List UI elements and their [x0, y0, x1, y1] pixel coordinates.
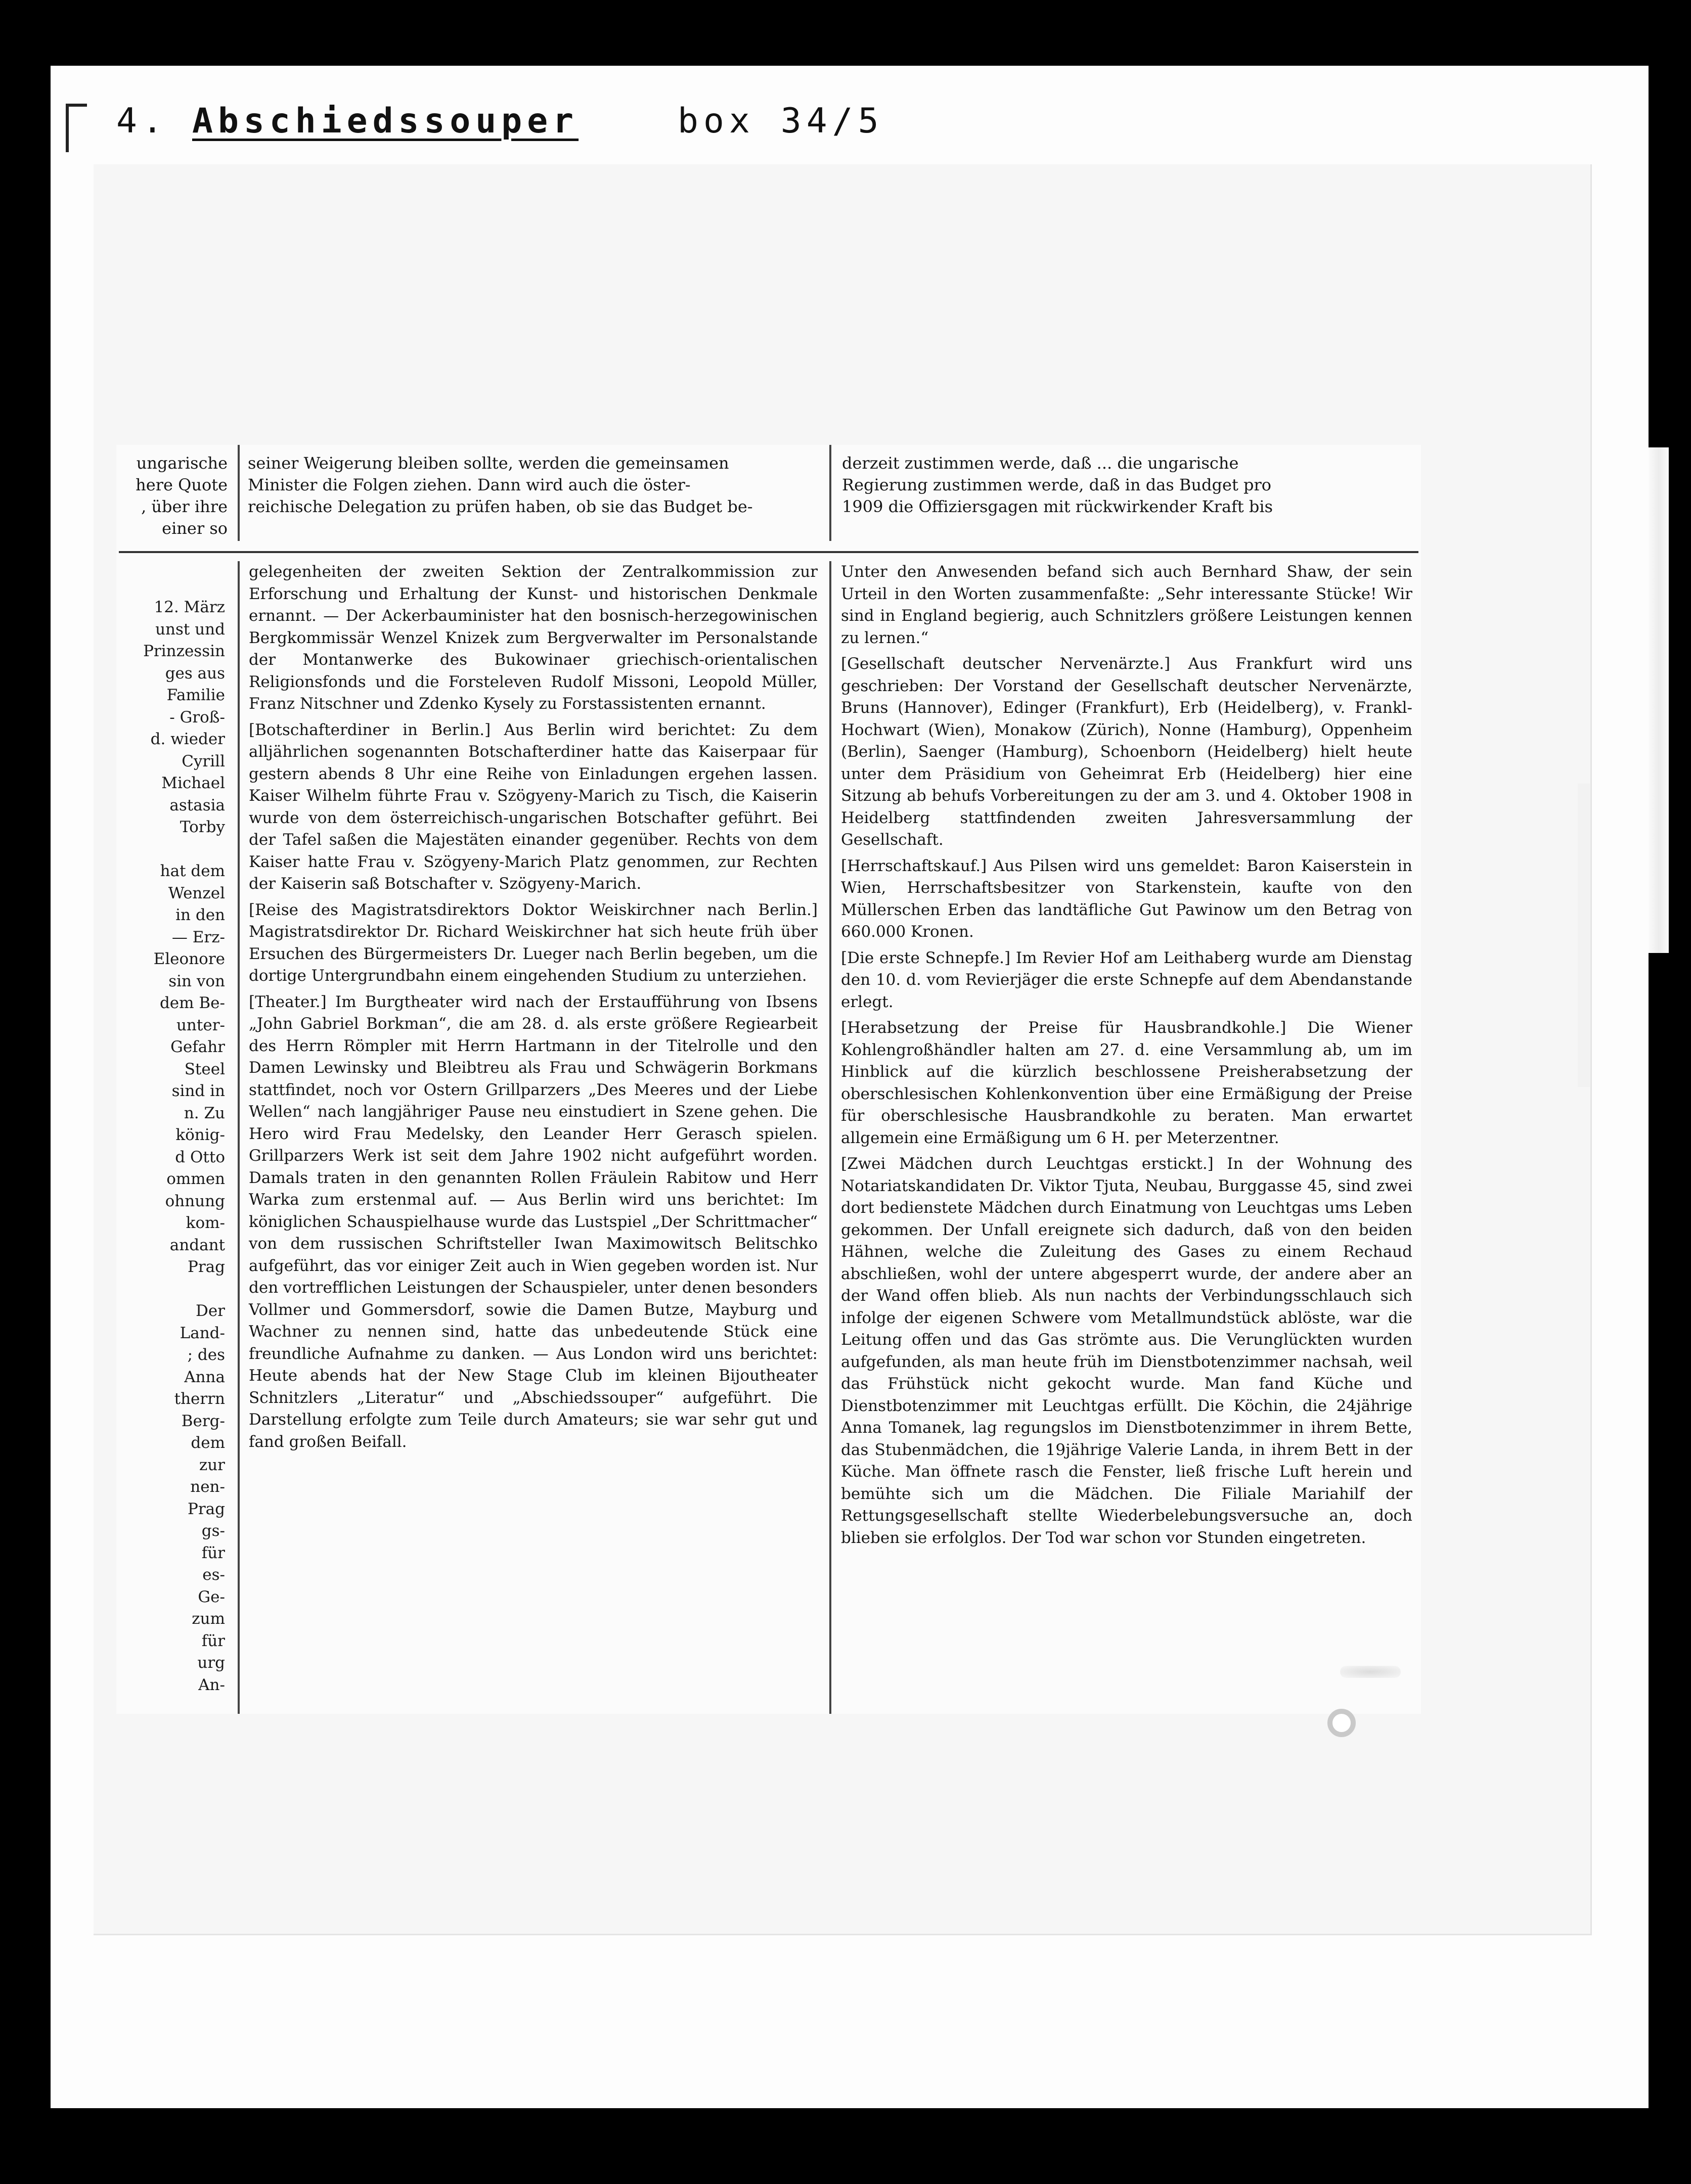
left-fragment-line [119, 1279, 225, 1301]
right-article-column [841, 561, 1412, 1549]
left-fragment-line: — Erz- [171, 928, 225, 946]
article-botschafterdiner: [Botschafterdiner in Berlin.] Aus Berlin wird berichtet: Zu dem alljährlichen sogenannten Botschafterdiner hatte das Kaiserpaar für gestern abends 8 Uhr eine Reihe von Einladungen ergehen lassen. Kaiser Wilhelm führte Frau v. Szögyeny-Marich zu Tisch, die Kaiserin wurde von dem österreichisch-ungarischen Botschafter geführt. Bei der Tafel saßen die Majestäten einander gegenüber. Rechts von dem Kaiser hatte Frau v. Szögyeny-Marich Platz genommen, zur Rechten der Kaiserin saß Botschafter v. Szögyeny-Marich. [249, 720, 818, 893]
top-strip-right [842, 452, 1413, 518]
left-fragment-line: dem [191, 1434, 225, 1452]
left-fragment-line: astasia [169, 796, 225, 814]
left-fragment-line: - Groß- [169, 708, 225, 726]
document-title: Abschiedssouper [192, 101, 579, 141]
column-rule-top-2 [829, 445, 831, 541]
left-fragment-line: An- [198, 1675, 225, 1694]
left-fragment-line: hat dem [160, 862, 225, 880]
left-fragment-line: in den [175, 906, 225, 924]
left-fragment-line: Prinzessin [143, 642, 225, 660]
left-fragment-line: 12. März [154, 598, 225, 616]
section-separator-rule [119, 551, 1418, 553]
left-fragment-line: urg [197, 1654, 225, 1672]
left-fragment-line: d Otto [175, 1148, 225, 1166]
left-fragment-line: unter- [176, 1016, 225, 1034]
article-theater: [Theater.] Im Burgtheater wird nach der Erstaufführung von Ibsens „John Gabriel Borkman“, die am 28. d. als erste größere Regiearbeit des Herrn Römpler mit Herrn Hartmann in der Titelrolle und den Damen Lewinsky und Bleibtreu als Frau und Schwägerin Borkmans stattfindet, noch vor Ostern Grillparzers „Des Meeres und der Liebe Wellen“ nach langjähriger Pause neu einstudiert in Szene gehen. Die Hero wird Frau Medelsky, den Leander Herr Gerasch spielen. Grillparzers Werk ist seit dem Jahre 1902 nicht aufgeführt worden. Damals traten in den genannten Rollen Fräulein Rabitow und Herr Warka zum erstenmal auf. — Aus Berlin wird uns berichtet: Im königlichen Schauspielhause wurde das Lustspiel „Der Schrittmacher“ von dem russischen Schriftsteller Iwan Maximowitsch Belitschko aufgeführt, das vor einiger Zeit auch in Wien gegeben worden ist. Nur den vortrefflichen Leistungen der Schauspieler, unter denen besonders Vollmer und Gommersdorf, sowie die Damen Butze, Mayburg und Wachner zu nennen sind, hatte das unbedeutende Stück eine freundliche Aufnahme zu danken. — Aus London wird uns berichtet: Heute abends hat der New Stage Club im kleinen Bijoutheater Schnitzlers „Literatur“ und „Abschiedssouper“ aufgeführt. Die Darstellung erfolgte zum Teile durch Amateurs; sie war sehr gut und fand großen Beifall. [249, 992, 818, 1451]
article-nervenaerzte: [Gesellschaft deutscher Nervenärzte.] Aus Frankfurt wird uns geschrieben: Der Vorstand der Gesellschaft deutscher Nervenärzte, Bruns (Hannover), Edinger (Frankfurt), Erb (Heidelberg), v. Frankl-Hochwart (Wien), Monakow (Zürich), Nonne (Hamburg), Oppenheim (Berlin), Saenger (Hamburg), Schoenborn (Heidelberg) hielt heute unter dem Präsidium von Geheimrat Erb (Heidelberg) hier eine Sitzung ab behufs Vorbereitungen zu der am 3. und 4. Oktober 1908 in Heidelberg stattfindenden zweiten Jahresversammlung der Gesellschaft. [841, 655, 1412, 849]
top-middle-line: Minister die Folgen ziehen. Dann wird auch die öster- [248, 475, 691, 494]
top-right-line: Regierung zustimmen werde, daß in das Budget pro [842, 475, 1272, 494]
left-fragment-line: Torby [180, 818, 225, 836]
left-fragment-line: kom- [186, 1214, 225, 1232]
top-right-line: derzeit zustimmen werde, daß ... die ungarische [842, 453, 1239, 473]
left-fragment-line: therrn [174, 1390, 225, 1408]
left-fragment-line: Cyrill [182, 752, 225, 770]
left-fragment-line: könig- [175, 1126, 225, 1144]
left-fragment-line: andant [169, 1236, 225, 1254]
left-fragment-line: Prag [187, 1499, 225, 1518]
left-fragment-line: ; des [187, 1346, 225, 1364]
left-fragment-line: Der [195, 1302, 225, 1320]
left-fragment-line: Prag [187, 1258, 225, 1276]
left-fragment-line: dem Be- [159, 994, 225, 1012]
article-shaw: Unter den Anwesenden befand sich auch Bernhard Shaw, der sein Urteil in den Worten zusammenfaßte: „Sehr interessante Stücke! Wir sind in England begierig, auch Schnitzlers größere Leistungen kennen zu lernen.“ [841, 563, 1412, 647]
left-fragment-line: Wenzel [168, 884, 225, 902]
article-leuchtgas: [Zwei Mädchen durch Leuchtgas erstickt.] In der Wohnung des Notariatskandidaten Dr. Viktor Tjuta, Neubau, Burggasse 45, sind zwei dort bedienstete Mädchen durch Einatmung von Leuchtgas ums Leben gekommen. Der Unfall ereignete sich dadurch, daß von den beiden Hähnen, welche die Zuleitung des Gases zu einem Rechaud abschließen, wohl der untere abgesperrt wurde, der andere aber an der Wand offen blieb. Als nun nachts der Verbindungsschlauch sich infolge der eigenen Schwere vom Metallmundstück ablöste, war die Leitung offen und das Gas strömte aus. Die Verunglückten wurden aufgefunden, als man heute früh im Dienstbotenzimmer nachsah, weil das Frühstück nicht gekocht wurde. Man fand Küche und Dienstbotenzimmer mit Leuchtgas erfüllt. Die Köchin, die 24jährige Anna Tomanek, lag regungslos im Dienstbotenzimmer in ihrem Bette, das Stubenmädchen, die 19jährige Valerie Landa, in ihrem Bett in der Küche. Man öffnete rasch die Fenster, ließ frische Luft herein und bemühte sich um die Mädchen. Die Filiale Mariahilf der Rettungsgesellschaft stellte Wiederbelebungsversuche an, doch blieben sie erfolglos. Der Tod war schon vor Stunden eingetreten. [841, 1155, 1412, 1547]
left-fragment-line: Land- [180, 1324, 225, 1342]
middle-article-column [249, 561, 818, 1453]
left-fragment-line: Berg- [181, 1412, 225, 1430]
left-fragment-line: unst und [155, 620, 225, 639]
left-fragment-line: Steel [184, 1060, 225, 1078]
edge-fade [1578, 784, 1590, 1087]
article-herrschaftskauf: [Herrschaftskauf.] Aus Pilsen wird uns gemeldet: Baron Kaiserstein in Wien, Herrschaftsbesitzer von Starkenstein, kaufte von den Müllerschen Erben das landtäfliche Gut Pawinow um den Betrag von 660.000 Kronen. [841, 856, 1412, 941]
left-fragment-line: zum [192, 1610, 225, 1628]
left-fragment-line: Eleonore [153, 950, 225, 968]
left-fragment-line: zur [199, 1455, 225, 1474]
top-middle-line: reichische Delegation zu prüfen haben, ob sie das Budget be- [248, 497, 753, 516]
left-fragment-line: ohnung [165, 1192, 225, 1210]
left-fragment-line: für [201, 1543, 225, 1562]
top-left-line: here Quote [136, 475, 228, 494]
left-fragment-line: sind in [171, 1082, 225, 1100]
top-strip-middle [248, 452, 817, 518]
article-denkmale: gelegenheiten der zweiten Sektion der Zentralkommission zur Erforschung und Erhaltung der Kunst- und historischen Denkmale ernannt. — Der Ackerbauminister hat den bosnisch-herzegowinischen Bergkommissär Wenzel Knizek zum Bergverwalter im Personalstande der Montanwerke des Bukowinaer griechisch-orientalischen Religionsfonds und die Forsteleven Rudolf Missoni, Leopold Müller, Franz Nitschner und Zdenko Kysely zu Forstassistenten ernannt. [249, 563, 818, 713]
top-middle-line: seiner Weigerung bleiben sollte, werden die gemeinsamen [248, 453, 729, 473]
left-fragment-line: Familie [166, 686, 225, 704]
punch-hole [1327, 1709, 1356, 1737]
top-strip-left [119, 452, 228, 539]
left-fragment-line: ges aus [165, 664, 225, 682]
column-rule-top-1 [238, 445, 240, 541]
left-fragment-line: Michael [161, 774, 225, 792]
folder-number: 4. [116, 101, 168, 141]
left-fragment-line: es- [202, 1566, 225, 1584]
article-hausbrandkohle: [Herabsetzung der Preise für Hausbrandkohle.] Die Wiener Kohlengroßhändler halten am 27. d. eine Versammlung ab, um im Hinblick auf die kürzlich beschlossene Preisherabsetzung der oberschlesischen Kohlenkonvention über eine Ermäßigung der Preise für oberschlesische Hausbrandkohle zu beraten. Man erwartet allgemein eine Ermäßigung um 6 H. per Meterzentner. [841, 1019, 1412, 1147]
left-fragment-line: gs- [201, 1522, 225, 1540]
left-fragment-line: für [201, 1631, 225, 1650]
left-fragment-line: ommen [166, 1170, 225, 1188]
left-fragment-line: sin von [168, 972, 225, 990]
left-fragment-line: n. Zu [184, 1104, 225, 1122]
top-right-line: 1909 die Offiziersgagen mit rückwirkender Kraft bis [842, 497, 1273, 516]
top-left-line: , über ihre [141, 497, 228, 516]
top-left-line: ungarische [136, 453, 228, 473]
top-left-line: einer so [162, 519, 228, 538]
article-schnepfe: [Die erste Schnepfe.] Im Revier Hof am Leithaberg wurde am Dienstag den 10. d. vom Revierjäger die erste Schnepfe auf dem Abendanstande erlegt. [841, 948, 1412, 1011]
left-fragment-line: Gefahr [170, 1038, 225, 1056]
box-reference: box 34/5 [678, 101, 884, 141]
corner-bracket-mark [66, 104, 87, 152]
left-fragment-line [119, 839, 225, 861]
left-fragment-line: d. wieder [150, 730, 225, 748]
left-fragment-line: nen- [190, 1478, 225, 1496]
left-fragment-line: Ge- [198, 1587, 225, 1606]
column-rule-2 [829, 561, 831, 1714]
left-fragment-line: Anna [184, 1368, 225, 1386]
column-rule-1 [238, 561, 240, 1714]
article-weiskirchner: [Reise des Magistratsdirektors Doktor Weiskirchner nach Berlin.] Magistratsdirektor Dr. Richard Weiskirchner hat sich heute früh über Ersuchen des Bürgermeisters Dr. Lueger nach Berlin begeben, um die dortige Untergrundbahn einem eingehenden Studium zu unterziehen. [249, 900, 818, 985]
fold-shadow [1649, 447, 1669, 953]
left-fragment-column [119, 597, 225, 1696]
ink-smudge [1340, 1666, 1401, 1678]
